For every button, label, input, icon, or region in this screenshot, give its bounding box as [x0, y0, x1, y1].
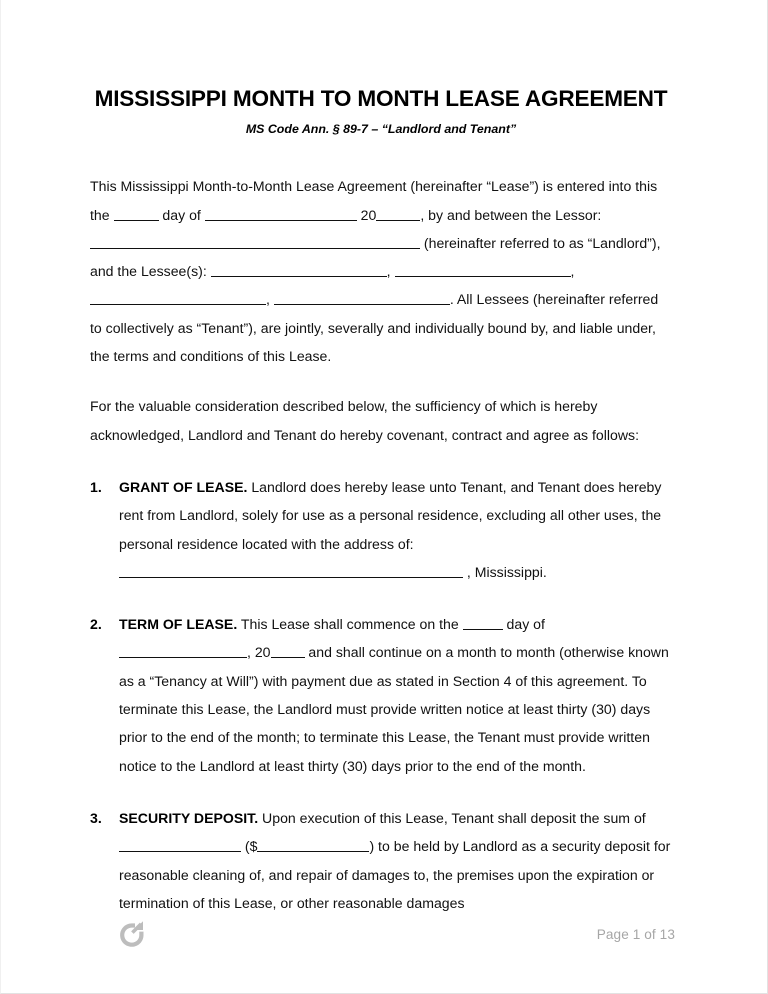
section-number-2: 2.: [90, 616, 102, 633]
blank-lessee-3[interactable]: [90, 291, 266, 305]
section-number-1: 1.: [90, 478, 102, 495]
section-heading-1: GRANT OF LEASE.: [119, 478, 248, 495]
document-subtitle: MS Code Ann. § 89-7 – “Landlord and Tenant”: [245, 122, 517, 137]
blank-day[interactable]: [114, 206, 159, 220]
section-2-text-b: day of: [502, 616, 545, 633]
section-2-text-d: and shall continue on a month to month (otherwise known as a “Tenancy at Will”) with payment due as stated in Section 4 of this agreement. To terminate this Lease, the Landlord must provide written notice at least thirty (30) days prior to the end of the month; to terminate this Lease, the Tenant must provide written notice to the Landlord at least thirty (30) days prior to the end of the month.: [119, 644, 669, 774]
intro-text-g: ,: [570, 263, 575, 280]
intro-text-a: This Mississippi Month-to-Month Lease Agreement (hereinafter “Lease”) is entered into this the: [90, 178, 658, 223]
intro-paragraph-2: For the valuable consideration described below, the sufficiency of which is hereby acknowledged, Landlord and Tenant do hereby covenant, contract and agree as follows:: [90, 398, 639, 443]
section-body-3: [119, 804, 672, 917]
intro-text-h: ,: [266, 291, 274, 308]
section-heading-2: TERM OF LEASE.: [119, 616, 238, 633]
blank-lessee-4[interactable]: [274, 291, 450, 305]
blank-lessor-name[interactable]: [90, 235, 420, 249]
intro-paragraph-1: [90, 136, 672, 370]
circular-arrow-logo: [116, 919, 148, 951]
blank-lessee-1[interactable]: [211, 263, 387, 277]
section-security-deposit: [90, 804, 672, 917]
intro-text-b: day of: [158, 206, 205, 223]
section-3-text-a: Upon execution of this Lease, Tenant shall deposit the sum of: [258, 809, 646, 826]
section-body-1: [119, 473, 672, 586]
intro-text-e: (hereinafter referred to as “Landlord”), and the Lessee(s):: [90, 234, 661, 280]
section-heading-3: SECURITY DEPOSIT.: [119, 809, 259, 826]
blank-commence-year[interactable]: [271, 644, 305, 658]
blank-month[interactable]: [205, 206, 357, 220]
blank-deposit-amount[interactable]: [257, 838, 369, 852]
section-grant-of-lease: [90, 473, 672, 586]
page-indicator: Page 1 of 13: [596, 927, 675, 942]
blank-year[interactable]: [376, 206, 420, 220]
blank-lessee-2[interactable]: [395, 263, 571, 277]
section-term-of-lease: [90, 610, 672, 780]
section-1-text-a: Landlord does hereby lease unto Tenant, and Tenant does hereby rent from Landlord, solely for use as a personal residence, excluding all other uses, the personal residence located with the address of:: [119, 478, 662, 552]
section-body-2: [119, 610, 672, 780]
page-footer: [90, 919, 678, 955]
intro-text-f: ,: [386, 263, 395, 280]
section-3-text-b: ($: [241, 838, 258, 855]
section-2-text-a: This Lease shall commence on the: [237, 616, 463, 633]
section-number-3: 3.: [90, 809, 102, 826]
blank-commence-month[interactable]: [119, 644, 247, 658]
section-2-text-c: , 20: [247, 644, 271, 661]
intro-text-c: 20: [356, 206, 377, 223]
section-1-text-b: , Mississippi.: [463, 563, 547, 580]
intro-text-d: , by and between the Lessor:: [420, 206, 602, 223]
intro-text-i: . All Lessees (hereinafter referred to collectively as “Tenant”), are jointly, severally and individually bound by, and liable under, the terms and conditions of this Lease.: [90, 291, 659, 365]
blank-commence-day[interactable]: [463, 616, 503, 630]
page-title: MISSISSIPPI MONTH TO MONTH LEASE AGREEMENT: [94, 86, 668, 111]
document-content: [90, 0, 672, 917]
blank-deposit-words[interactable]: [119, 838, 241, 852]
section-3-text-c: ) to be held by Landlord as a security deposit for reasonable cleaning of, and repair of damages to, the premises upon the expiration or termination of this Lease, or other reasonable damages: [119, 838, 671, 911]
blank-property-address[interactable]: [119, 563, 463, 577]
